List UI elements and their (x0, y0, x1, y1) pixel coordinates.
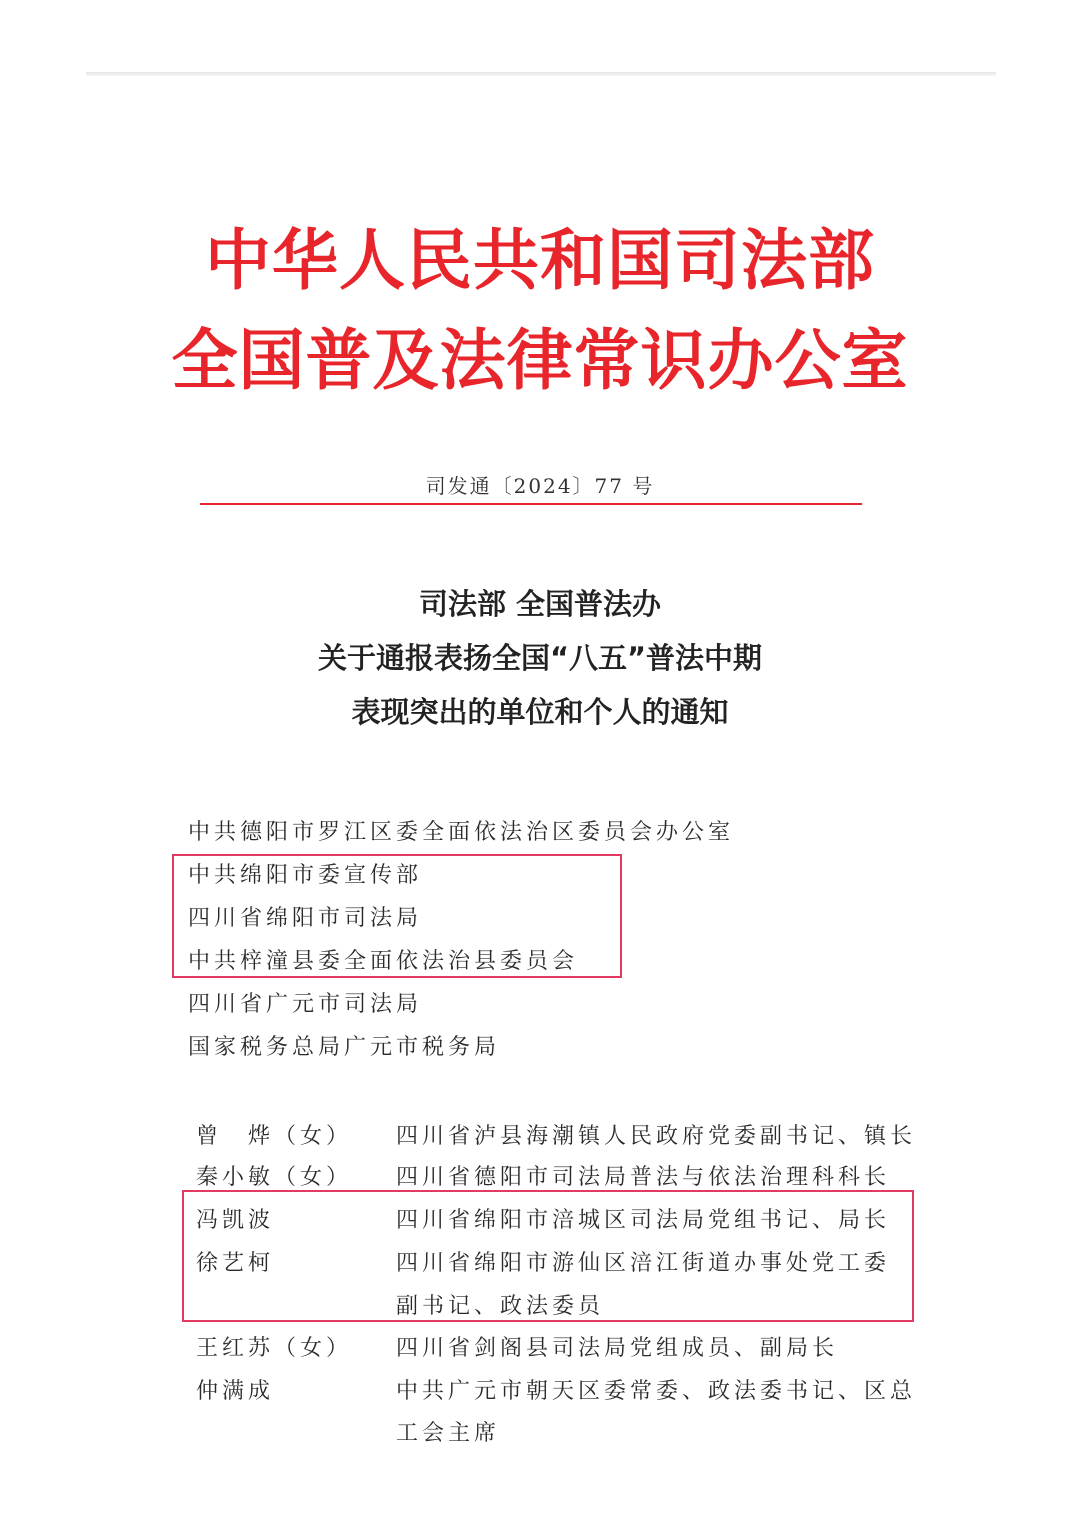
person-position: 四川省泸县海潮镇人民政府党委副书记、镇长 (396, 1124, 917, 1149)
unit-list-item: 中共德阳市罗江区委全面依法治区委员会办公室 (188, 820, 735, 845)
person-position: 四川省绵阳市涪城区司法局党组书记、局长 (396, 1208, 891, 1233)
person-name: 曾 烨（女） (196, 1124, 353, 1149)
person-position: 四川省德阳市司法局普法与依法治理科科长 (396, 1165, 891, 1190)
highlight-box-persons (182, 1190, 914, 1322)
person-name: 王红苏（女） (196, 1336, 353, 1361)
person-name: 冯凯波 (196, 1208, 275, 1233)
person-position: 中共广元市朝天区委常委、政法委书记、区总 (396, 1379, 917, 1404)
document-number: 司发通〔2024〕77 号 (425, 474, 655, 498)
page-top-edge (86, 72, 996, 76)
person-name: 徐艺柯 (196, 1251, 275, 1276)
person-position-continued: 工会主席 (396, 1421, 501, 1446)
person-name: 仲满成 (196, 1379, 275, 1404)
person-name: 秦小敏（女） (196, 1165, 353, 1190)
notice-title-line-1: 司法部 全国普法办 (418, 587, 662, 621)
unit-list-item: 国家税务总局广元市税务局 (188, 1035, 501, 1060)
unit-list-item: 四川省广元市司法局 (188, 992, 423, 1017)
red-divider-line (200, 503, 862, 505)
person-position: 四川省绵阳市游仙区涪江街道办事处党工委 (396, 1251, 891, 1276)
letterhead-ministry: 中华人民共和国司法部 (205, 222, 875, 299)
highlight-box-units (172, 854, 622, 978)
person-position-continued: 副书记、政法委员 (396, 1294, 605, 1319)
letterhead-office: 全国普及法律常识办公室 (171, 322, 909, 399)
unit-list-item: 中共绵阳市委宣传部 (188, 863, 423, 888)
person-position: 四川省剑阁县司法局党组成员、副局长 (396, 1336, 839, 1361)
notice-title-line-3: 表现突出的单位和个人的通知 (351, 695, 729, 729)
unit-list-item: 四川省绵阳市司法局 (188, 906, 423, 931)
unit-list-item: 中共梓潼县委全面依法治县委员会 (188, 949, 579, 974)
notice-title-line-2: 关于通报表扬全国“八五”普法中期 (317, 641, 763, 675)
